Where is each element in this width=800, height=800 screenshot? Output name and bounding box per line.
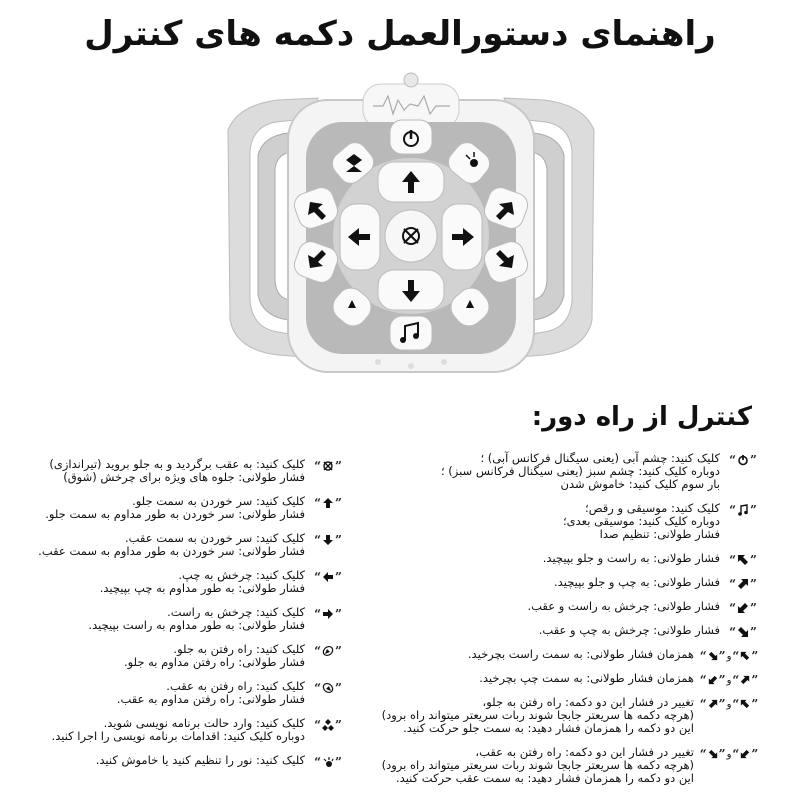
instruction-program: ” “ کلیک کنید: وارد حالت برنامه نویسی شوید. دوباره کلیک کنید: اقدامات برنامه نویسی را اجرا کنید.	[5, 717, 345, 743]
instruction-turn-right-back: ” “ فشار طولانی: چرخش به راست و عقب.	[380, 600, 760, 613]
instruction-turn-left-back: ” “ فشار طولانی: چرخش به چپ و عقب.	[380, 624, 760, 637]
walk-forward-icon: ” “	[314, 643, 342, 658]
instruction-turn-right: ” “ کلیک کنید: چرخش به راست. فشار طولانی: به طور مداوم به راست بپیچید.	[5, 606, 345, 632]
instruction-turn-left-forward: ” “ فشار طولانی: به چپ و جلو بپیچید.	[380, 576, 760, 589]
arrow-up-right-icon: ” “	[729, 576, 757, 591]
music-icon: ” “	[729, 502, 757, 517]
remote-control-illustration	[218, 70, 604, 388]
instruction-music: ” “ کلیک کنید: موسیقی و رقص؛ دوباره کلیک کنید: موسیقی بعدی؛ فشار طولانی: تنظیم صدا	[380, 502, 760, 541]
instruction-light: ” “ کلیک کنید: نور را تنظیم کنید یا خاموش کنید.	[5, 754, 345, 767]
instruction-shoot: ” “ کلیک کنید: به عقب برگردید و به جلو بروید (تیراندازی) فشار طولانی: جلوه های ویژه برای چرخش (شوق)	[5, 458, 345, 484]
left-instruction-list	[5, 458, 345, 778]
center-shoot-icon: ” “	[314, 458, 342, 473]
instruction-walk-backward: ” “ کلیک کنید: راه رفتن به عقب. فشار طولانی: راه رفتن مداوم به عقب.	[5, 680, 345, 706]
arrow-down-right-icon: ” “	[729, 624, 757, 639]
instruction-spin-left: ” “ و ” “ همزمان فشار طولانی: به سمت چپ بچرخید.	[479, 671, 759, 687]
instruction-slide-backward: ” “ کلیک کنید: سر خوردن به سمت عقب. فشار طولانی: سر خوردن به طور مداوم به سمت عقب.	[5, 532, 345, 558]
program-icon: ” “	[314, 717, 342, 732]
instruction-spin-right: ” “ و ” “ همزمان فشار طولانی: به سمت راست بچرخید.	[467, 647, 759, 663]
arrow-left-icon: ” “	[314, 569, 342, 584]
power-icon: ” “	[729, 452, 757, 467]
arrow-right-icon: ” “	[314, 606, 342, 621]
arrow-down-left-icon: ” “	[729, 600, 757, 615]
arrow-combo-right-icon: ” “ و ” “	[699, 648, 759, 663]
arrow-combo-forward-icon: ” “ و ” “	[699, 696, 759, 711]
arrow-combo-left-icon: ” “ و ” “	[699, 672, 759, 687]
right-instruction-list	[380, 452, 760, 796]
remote-control-heading: کنترل از راه دور:	[531, 402, 752, 432]
light-icon: ” “	[314, 754, 342, 769]
instruction-slide-forward: ” “ کلیک کنید: سر خوردن به سمت جلو. فشار طولانی: سر خوردن به طور مداوم به سمت جلو.	[5, 495, 345, 521]
instruction-walk-forward: ” “ کلیک کنید: راه رفتن به جلو. فشار طولانی: راه رفتن مداوم به جلو.	[5, 643, 345, 669]
walk-backward-icon: ” “	[314, 680, 342, 695]
instruction-walk-forward-combo: ” “ و ” “ تغییر در فشار این دو دکمه: راه رفتن به جلو، (هرچه دکمه ها سریعتر جابجا شوند ربات سریعتر میتواند راه برود) این دو دکمه را همزمان فشار دهید: به سمت جلو حرکت کنید.	[381, 695, 759, 735]
instruction-turn-left: ” “ کلیک کنید: چرخش به چپ. فشار طولانی: به طور مداوم به چپ بپیچید.	[5, 569, 345, 595]
arrow-combo-backward-icon: ” “ و ” “	[699, 746, 759, 761]
instruction-power: ” “ کلیک کنید: چشم آبی (یعنی سیگنال فرکانس آبی) ؛ دوباره کلیک کنید: چشم سبز (یعنی سیگنال فرکانس سبز) ؛ بار سوم کلیک کنید: خاموش شدن	[380, 452, 760, 491]
instruction-walk-backward-combo: ” “ و ” “ تغییر در فشار این دو دکمه: راه رفتن به عقب، (هرچه دکمه ها سریعتر جابجا شوند ربات سریعتر میتواند راه برود) این دو دکمه را همزمان فشار دهید: به سمت عقب حرکت کنید.	[381, 745, 759, 785]
page-title: راهنمای دستورالعمل دکمه های کنترل	[84, 14, 716, 54]
arrow-up-left-icon: ” “	[729, 552, 757, 567]
arrow-down-icon: ” “	[314, 532, 342, 547]
arrow-up-icon: ” “	[314, 495, 342, 510]
instruction-turn-right-forward: ” “ فشار طولانی: به راست و جلو بپیچید.	[380, 552, 760, 565]
